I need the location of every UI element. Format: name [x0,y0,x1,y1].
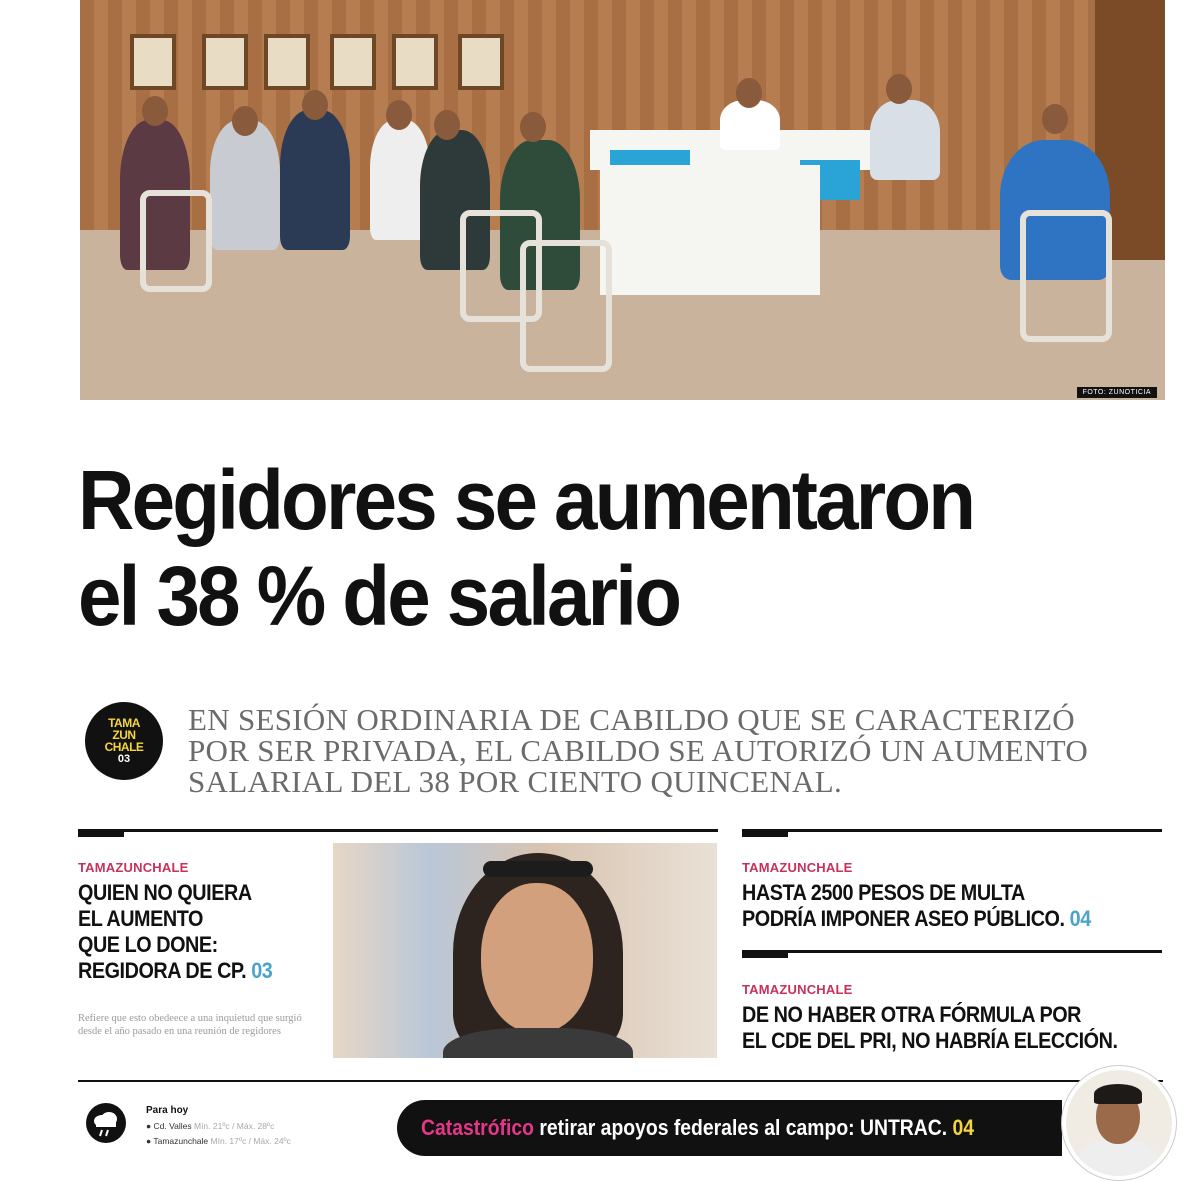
section-divider [742,829,1162,832]
banner-page-ref: 04 [952,1115,975,1140]
section-badge[interactable] [85,702,163,780]
section-divider [78,829,718,832]
deck-line: EN SESIÓN ORDINARIA DE CABILDO QUE SE CARACTERIZÓ [188,702,1075,737]
headline-line-2: el 38 % de salario [78,549,680,643]
story-right-top-title-line: PODRÍA IMPONER ASEO PÚBLICO. [742,906,1065,931]
deck-line: POR SER PRIVADA, EL CABILDO SE AUTORIZÓ UN AUMENTO [188,733,1089,768]
divider-tab [742,829,788,837]
story-left-title-line: EL AUMENTO [78,906,203,931]
story-right-top-kicker: TAMAZUNCHALE [742,860,853,875]
lead-photo [80,0,1165,400]
weather-range: Mín. 17ºc / Máx. 24ºc [210,1136,291,1146]
section-divider [742,950,1162,953]
weather-city: Cd. Valles [153,1121,192,1131]
story-right-bottom-title[interactable] [742,1002,1165,1054]
story-right-bottom-title-line: DE NO HABER OTRA FÓRMULA POR [742,1002,1082,1027]
headline [78,452,1101,644]
weather-label: Para hoy [146,1105,189,1116]
deck-line: SALARIAL DEL 38 POR CIENTO QUINCENAL. [188,764,843,799]
banner-text: retirar apoyos federales al campo: UNTRAC. [533,1115,948,1140]
story-right-top-title[interactable] [742,880,1165,932]
weather-city: Tamazunchale [153,1136,209,1146]
cloud-rain-icon [86,1103,126,1143]
footer-divider [78,1080,1163,1082]
divider-tab [78,829,124,837]
story-left-title-line: QUE LO DONE: [78,932,218,957]
deck-text [188,704,1118,797]
photo-credit: FOTO: ZUNOTICIA [1077,387,1157,398]
story-left-summary: Refiere que esto obedeece a una inquietud que surgió desde el año pasado en una reunión de regidores [78,1013,302,1037]
story-right-top-page-ref: 04 [1069,906,1091,931]
weather-row: ● Cd. Valles Mín. 21ºc / Máx. 28ºc [146,1121,275,1131]
story-left-page-ref: 03 [251,958,273,983]
story-left-kicker: TAMAZUNCHALE [78,860,189,875]
banner-headline [421,1115,974,1141]
bottom-banner[interactable] [397,1100,1062,1156]
weather-range: Mín. 21ºc / Máx. 28ºc [193,1121,275,1131]
divider-tab [742,950,788,958]
avatar [1062,1066,1176,1180]
weather-row: ● Tamazunchale Mín. 17ºc / Máx. 24ºc [146,1136,291,1146]
badge-section-line: CHALE [104,740,144,754]
regidora-photo [333,843,717,1058]
badge-section-line: ZUN [112,728,136,742]
story-right-bottom-kicker: TAMAZUNCHALE [742,982,853,997]
story-right-top-title-line: HASTA 2500 PESOS DE MULTA [742,880,1025,905]
banner-accent: Catastrófico [421,1115,534,1140]
story-left-title-line: REGIDORA DE CP. [78,958,247,983]
badge-page-number: 03 [117,753,131,765]
headline-line-1: Regidores se aumentaron [78,453,974,547]
story-right-bottom-title-line: EL CDE DEL PRI, NO HABRÍA ELECCIÓN. [742,1028,1118,1053]
story-left-title[interactable] [78,880,321,984]
story-left-title-line: QUIEN NO QUIERA [78,880,252,905]
badge-section-line: TAMA [108,716,140,730]
